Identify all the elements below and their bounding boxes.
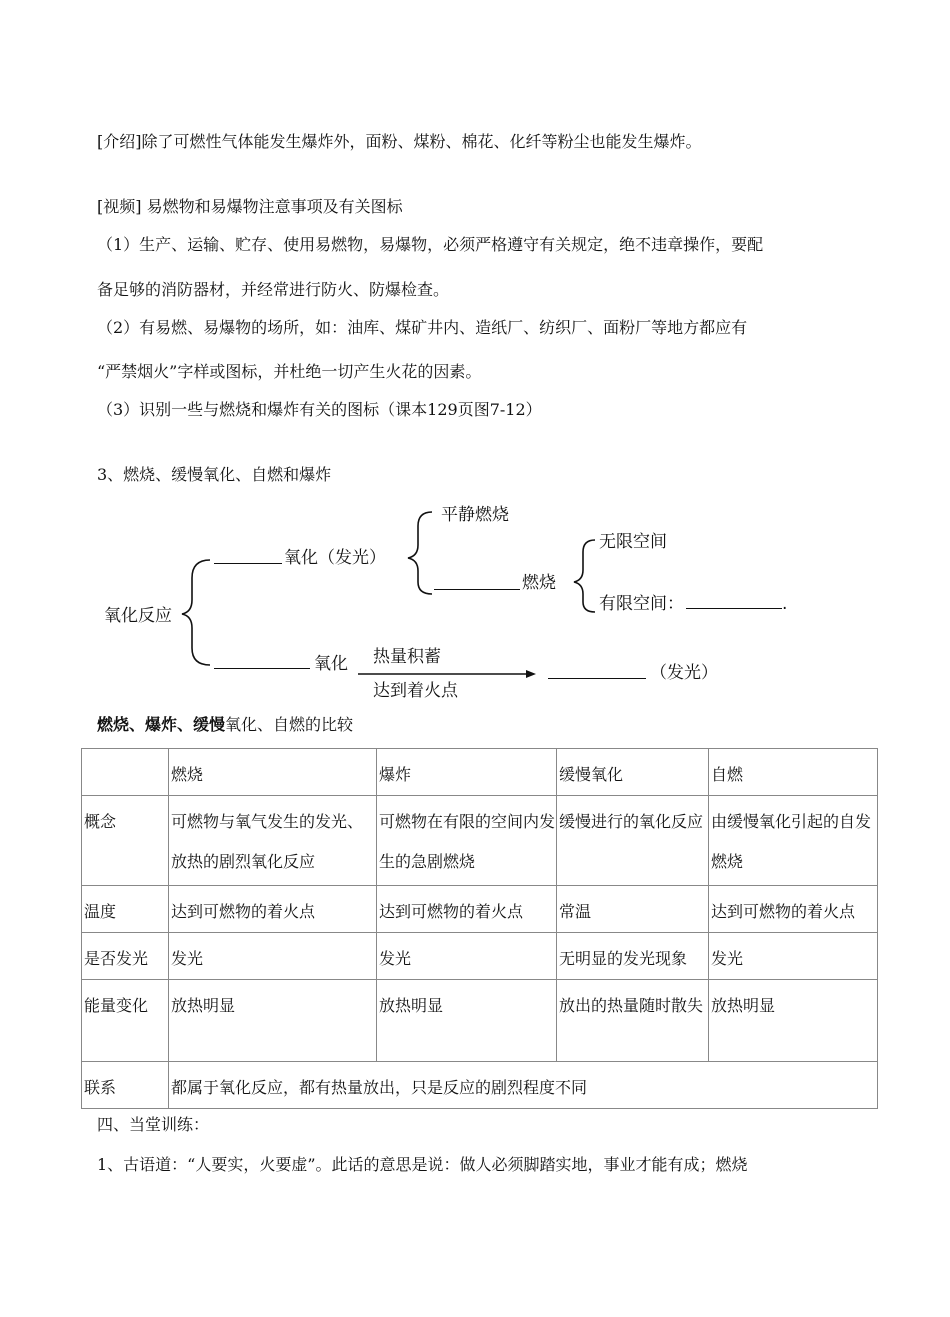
table-header-cell — [82, 749, 169, 796]
diagram-heat-accumulation: 热量积蓄 — [373, 647, 441, 667]
section-4-title: 四、当堂训练： — [97, 1115, 210, 1134]
table-cell: 都属于氧化反应，都有热量放出，只是反应的剧烈程度不同 — [169, 1062, 878, 1109]
diagram-oxidation-glow: 氧化（发光） — [284, 548, 386, 568]
rule-2-line-1: （2）有易燃、易爆物的场所，如：油库、煤矿井内、造纸厂、纺织厂、面粉厂等地方都应有 — [97, 318, 748, 337]
diagram-blank-4 — [548, 664, 646, 684]
table-cell: 放热明显 — [169, 980, 377, 1062]
table-cell: 是否发光 — [82, 933, 169, 980]
table-relation-row — [82, 1062, 878, 1109]
table-header-row — [82, 749, 878, 796]
table-row — [82, 886, 878, 933]
table-cell: 无明显的发光现象 — [557, 933, 709, 980]
diagram-root: 氧化反应 — [104, 606, 172, 626]
table-cell: 温度 — [82, 886, 169, 933]
table-cell: 可燃物在有限的空间内发生的急剧燃烧 — [377, 796, 557, 886]
table-cell: 发光 — [709, 933, 878, 980]
rule-1-line-2: 备足够的消防器材，并经常进行防火、防爆检查。 — [97, 280, 450, 299]
diagram-unlimited-space: 无限空间 — [599, 532, 667, 552]
table-cell: 联系 — [82, 1062, 169, 1109]
table-caption: 燃烧、爆炸、缓慢氧化、自燃的比较 — [97, 715, 354, 734]
intro-paragraph: [介绍]除了可燃性气体能发生爆炸外，面粉、煤粉、棉花、化纤等粉尘也能发生爆炸。 — [97, 132, 702, 151]
table-cell: 放出的热量随时散失 — [557, 980, 709, 1062]
comparison-table — [81, 748, 878, 1109]
diagram-blank-3 — [214, 654, 310, 674]
table-row — [82, 796, 878, 886]
table-row — [82, 980, 878, 1062]
table-cell: 发光 — [169, 933, 377, 980]
table-cell: 达到可燃物的着火点 — [709, 886, 878, 933]
table-header-cell: 燃烧 — [169, 749, 377, 796]
question-1: 1、古语道：“人要实，火要虚”。此话的意思是说：做人必须脚踏实地，事业才能有成；燃烧 — [97, 1155, 748, 1174]
table-header-cell: 爆炸 — [377, 749, 557, 796]
table-cell: 概念 — [82, 796, 169, 886]
diagram-calm-burning: 平静燃烧 — [441, 505, 509, 525]
video-heading: [视频] 易燃物和易爆物注意事项及有关图标 — [97, 197, 403, 216]
table-row — [82, 933, 878, 980]
table-header-cell: 缓慢氧化 — [557, 749, 709, 796]
section-3-title: 3、燃烧、缓慢氧化、自燃和爆炸 — [97, 465, 332, 484]
table-cell: 可燃物与氧气发生的发光、放热的剧烈氧化反应 — [169, 796, 377, 886]
table-cell: 常温 — [557, 886, 709, 933]
table-cell: 达到可燃物的着火点 — [377, 886, 557, 933]
table-cell: 达到可燃物的着火点 — [169, 886, 377, 933]
table-cell: 放热明显 — [709, 980, 878, 1062]
table-cell: 缓慢进行的氧化反应 — [557, 796, 709, 886]
diagram-blank-2 — [434, 575, 520, 595]
rule-1-line-1: （1）生产、运输、贮存、使用易燃物，易爆物，必须严格遵守有关规定，绝不违章操作，要配 — [97, 235, 764, 254]
rule-2-line-2: “严禁烟火”字样或图标，并杜绝一切产生火花的因素。 — [97, 362, 482, 381]
diagram-limited-space: 有限空间： . — [599, 594, 788, 614]
table-cell: 能量变化 — [82, 980, 169, 1062]
table-cell: 放热明显 — [377, 980, 557, 1062]
rule-3: （3）识别一些与燃烧和爆炸有关的图标（课本129页图7-12） — [97, 400, 542, 419]
diagram-burning: 燃烧 — [522, 573, 556, 593]
table-header-cell: 自燃 — [709, 749, 878, 796]
diagram-oxidation: 氧化 — [314, 654, 348, 674]
diagram-blank-1 — [214, 549, 282, 569]
table-cell: 由缓慢氧化引起的自发燃烧 — [709, 796, 878, 886]
diagram-glow: （发光） — [650, 663, 718, 683]
table-cell: 发光 — [377, 933, 557, 980]
diagram-reach-ignition: 达到着火点 — [373, 681, 458, 701]
